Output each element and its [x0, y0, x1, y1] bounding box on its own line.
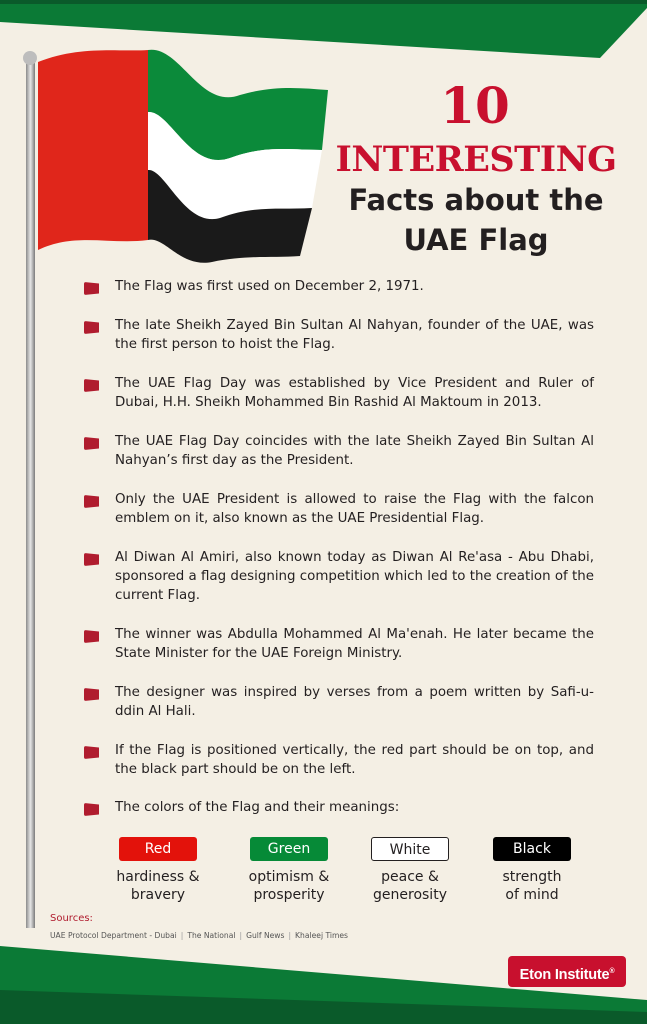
color-meaning-white: [350, 868, 470, 904]
fact-item: [84, 625, 594, 663]
bullet-icon: [84, 321, 99, 334]
fact-item: [84, 798, 594, 817]
fact-item: [84, 741, 594, 779]
fact-text: Only the UAE President is allowed to raise the Flag with the falcon emblem on it, also known as the UAE Presidential Flag.: [115, 492, 594, 526]
meaning-line: of mind: [505, 887, 559, 903]
meaning-line: hardiness &: [116, 869, 200, 885]
fact-item: [84, 374, 594, 412]
logo-text: Eton Institute: [519, 966, 610, 983]
fact-item: [84, 490, 594, 528]
fact-item: [84, 683, 594, 721]
bullet-icon: [84, 495, 99, 508]
color-meaning-red: [98, 868, 218, 904]
meaning-line: bravery: [130, 887, 186, 903]
fact-text: The winner was Abdulla Mohammed Al Ma'enah. He later became the State Minister for the UAE Foreign Ministry.: [115, 627, 594, 661]
color-label-green: Green: [250, 837, 328, 861]
source-item: UAE Protocol Department - Dubai: [50, 931, 177, 940]
title-number: 10: [440, 76, 510, 135]
bullet-icon: [84, 688, 99, 701]
bullet-icon: [84, 437, 99, 450]
fact-item: [84, 316, 594, 354]
flag-red-part: [38, 50, 148, 250]
color-meaning-black: [472, 868, 592, 904]
fact-text: The colors of the Flag and their meanings:: [115, 800, 400, 815]
color-meaning-green: [229, 868, 349, 904]
sources-list: [50, 931, 348, 940]
meaning-line: optimism &: [248, 869, 330, 885]
fact-text: If the Flag is positioned vertically, the red part should be on top, and the black part should be on the left.: [115, 743, 594, 777]
bullet-icon: [84, 746, 99, 759]
title-subtitle-line1: Facts about the: [348, 183, 604, 217]
source-item: Khaleej Times: [295, 931, 349, 940]
separator: |: [288, 931, 292, 940]
source-item: Gulf News: [246, 931, 285, 940]
meaning-line: strength: [502, 869, 562, 885]
color-label-red: Red: [119, 837, 197, 861]
meaning-line: peace &: [381, 869, 439, 885]
fact-text: The designer was inspired by verses from a poem written by Safi-u-ddin Al Hali.: [115, 685, 594, 719]
fact-item: [84, 548, 594, 605]
bullet-icon: [84, 282, 99, 295]
eton-institute-logo: [508, 956, 626, 987]
fact-text: The UAE Flag Day was established by Vice President and Ruler of Dubai, H.H. Sheikh Mohammed Bin Rashid Al Maktoum in 2013.: [115, 376, 594, 410]
bullet-icon: [84, 379, 99, 392]
color-label-white: White: [371, 837, 449, 861]
source-item: The National: [187, 931, 236, 940]
bullet-icon: [84, 553, 99, 566]
fact-item: [84, 277, 594, 296]
separator: |: [180, 931, 184, 940]
title-subtitle-line2: UAE Flag: [403, 223, 549, 257]
color-label-black: Black: [493, 837, 571, 861]
bullet-icon: [84, 803, 99, 816]
pole-finial: [23, 51, 37, 65]
sources-label: Sources:: [50, 913, 93, 924]
fact-text: The UAE Flag Day coincides with the late Sheikh Zayed Bin Sultan Al Nahyan’s first day as the President.: [115, 434, 594, 468]
separator: |: [239, 931, 243, 940]
title-interesting: INTERESTING: [335, 139, 617, 180]
fact-item: [84, 432, 594, 470]
flag-pole: [26, 58, 35, 928]
meaning-line: prosperity: [253, 887, 325, 903]
registered-mark: ®: [609, 968, 615, 975]
fact-text: Al Diwan Al Amiri, also known today as Diwan Al Re'asa - Abu Dhabi, sponsored a flag designing competition which led to the creation of the current Flag.: [115, 550, 594, 603]
fact-text: The Flag was first used on December 2, 1971.: [115, 279, 424, 294]
fact-text: The late Sheikh Zayed Bin Sultan Al Nahyan, founder of the UAE, was the first person to hoist the Flag.: [115, 318, 594, 352]
bullet-icon: [84, 630, 99, 643]
meaning-line: generosity: [373, 887, 447, 903]
